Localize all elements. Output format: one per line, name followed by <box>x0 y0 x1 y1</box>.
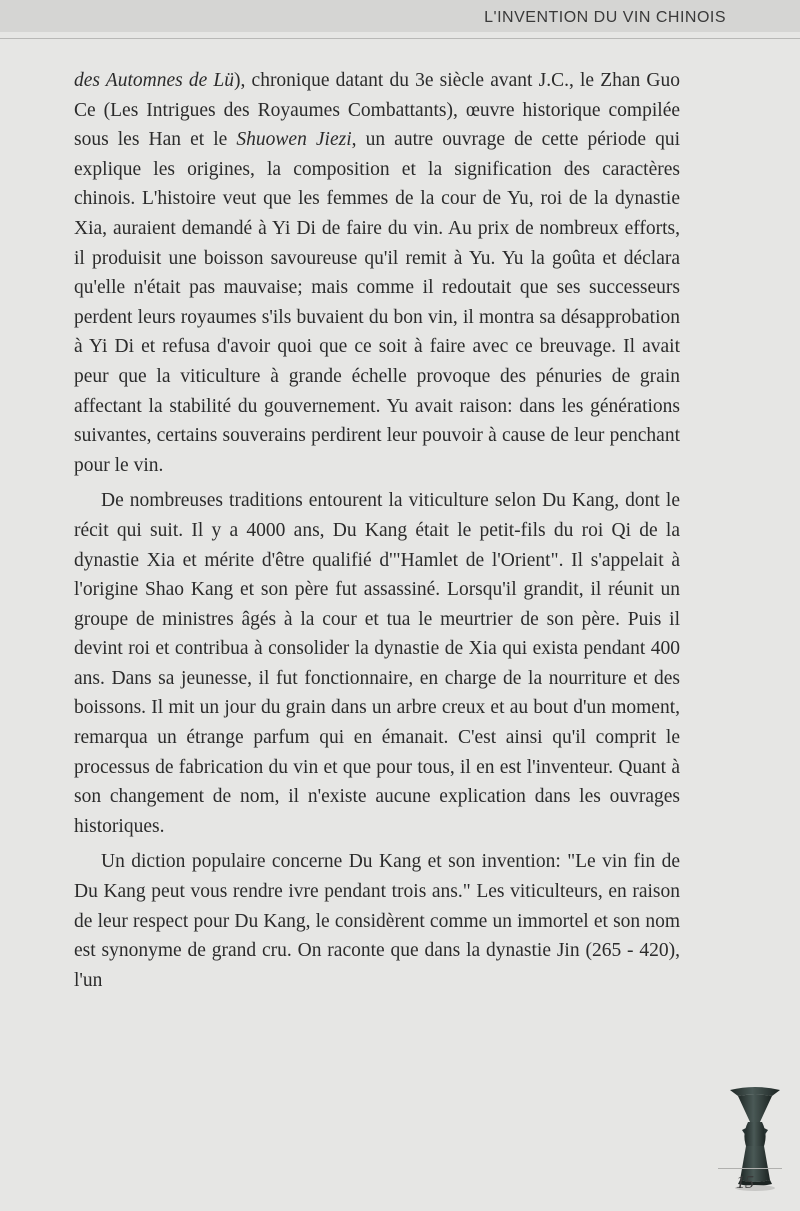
italic-title-2: Shuowen Jiezi <box>236 129 352 151</box>
paragraph-3: Un diction populaire concerne Du Kang et son invention: "Le vin fin de Du Kang peut vous rendre ivre pendant trois ans." Les viticulteurs, en raison de leur respect pour Du Kang, le considèrent comme un immortel et son nom est synonyme de grand cru. On raconte que dans la dynastie Jin (265 - 420), l'un <box>74 851 680 991</box>
body-text <box>74 66 680 1001</box>
italic-title-1: des Automnes de Lü <box>74 70 235 91</box>
paragraph-1-text-b: , un autre ouvrage de cette période qui explique les origines, la composition et la signification des caractères chinois. L'histoire veut que les femmes de la cour de Yu, roi de la dynastie Xia, auraient demandé à Yi Di de faire du vin. Au prix de nombreux efforts, il produisit une boisson savoureuse qu'il remit à Yu. Yu la goûta et déclara qu'elle n'était pas mauvaise; mais comme il redoutait que ses successeurs perdent leurs royaumes s'ils buvaient du bon vin, il montra sa désapprobation à Yi Di et refusa d'avoir quoi que ce soit à faire avec ce breuvage. Il avait peur que la viticulture à grande échelle provoque des pénuries de grain affectant la stabilité du gouvernement. Yu avait raison: dans les générations suivantes, certains souverains perdirent leur pouvoir à cause de leur penchant pour le vin. <box>74 129 680 476</box>
page-rule <box>718 1168 782 1169</box>
page-number: 15 <box>736 1172 754 1192</box>
paragraph-1-text-a: ), chronique datant du 3e siècle avant J.C., le Zhan Guo Ce (Les Intrigues des Royaumes Combattants), œuvre historique compilée sous les Han et le <box>74 70 681 151</box>
paragraph-2: De nombreuses traditions entourent la viticulture selon Du Kang, dont le récit qui suit. Il y a 4000 ans, Du Kang était le petit-fils du roi Qi de la dynastie Xia et mérite d'être qualifié d'"Hamlet de l'Orient". Il s'appelait à l'origine Shao Kang et son père fut assassiné. Lorsqu'il grandit, il réunit un groupe de ministres âgés à la cour et tua le meurtrier de son père. Puis il devint roi et contribua à consolider la dynastie de Xia qui exista pendant 400 ans. Dans sa jeunesse, il fut fonctionnaire, en charge de la nourriture et des boissons. Il mit un jour du grain dans un arbre creux et au bout d'un moment, remarqua un étrange parfum qui en émanait. C'est ainsi qu'il comprit le processus de fabrication du vin et que pour tous, il en est l'inventeur. Quant à son changement de nom, il n'existe aucune explication dans les ouvrages historiques. <box>74 490 680 837</box>
running-header: L'INVENTION DU VIN CHINOIS <box>484 9 726 26</box>
paragraph-1 <box>74 66 680 480</box>
header-rule <box>0 38 800 39</box>
